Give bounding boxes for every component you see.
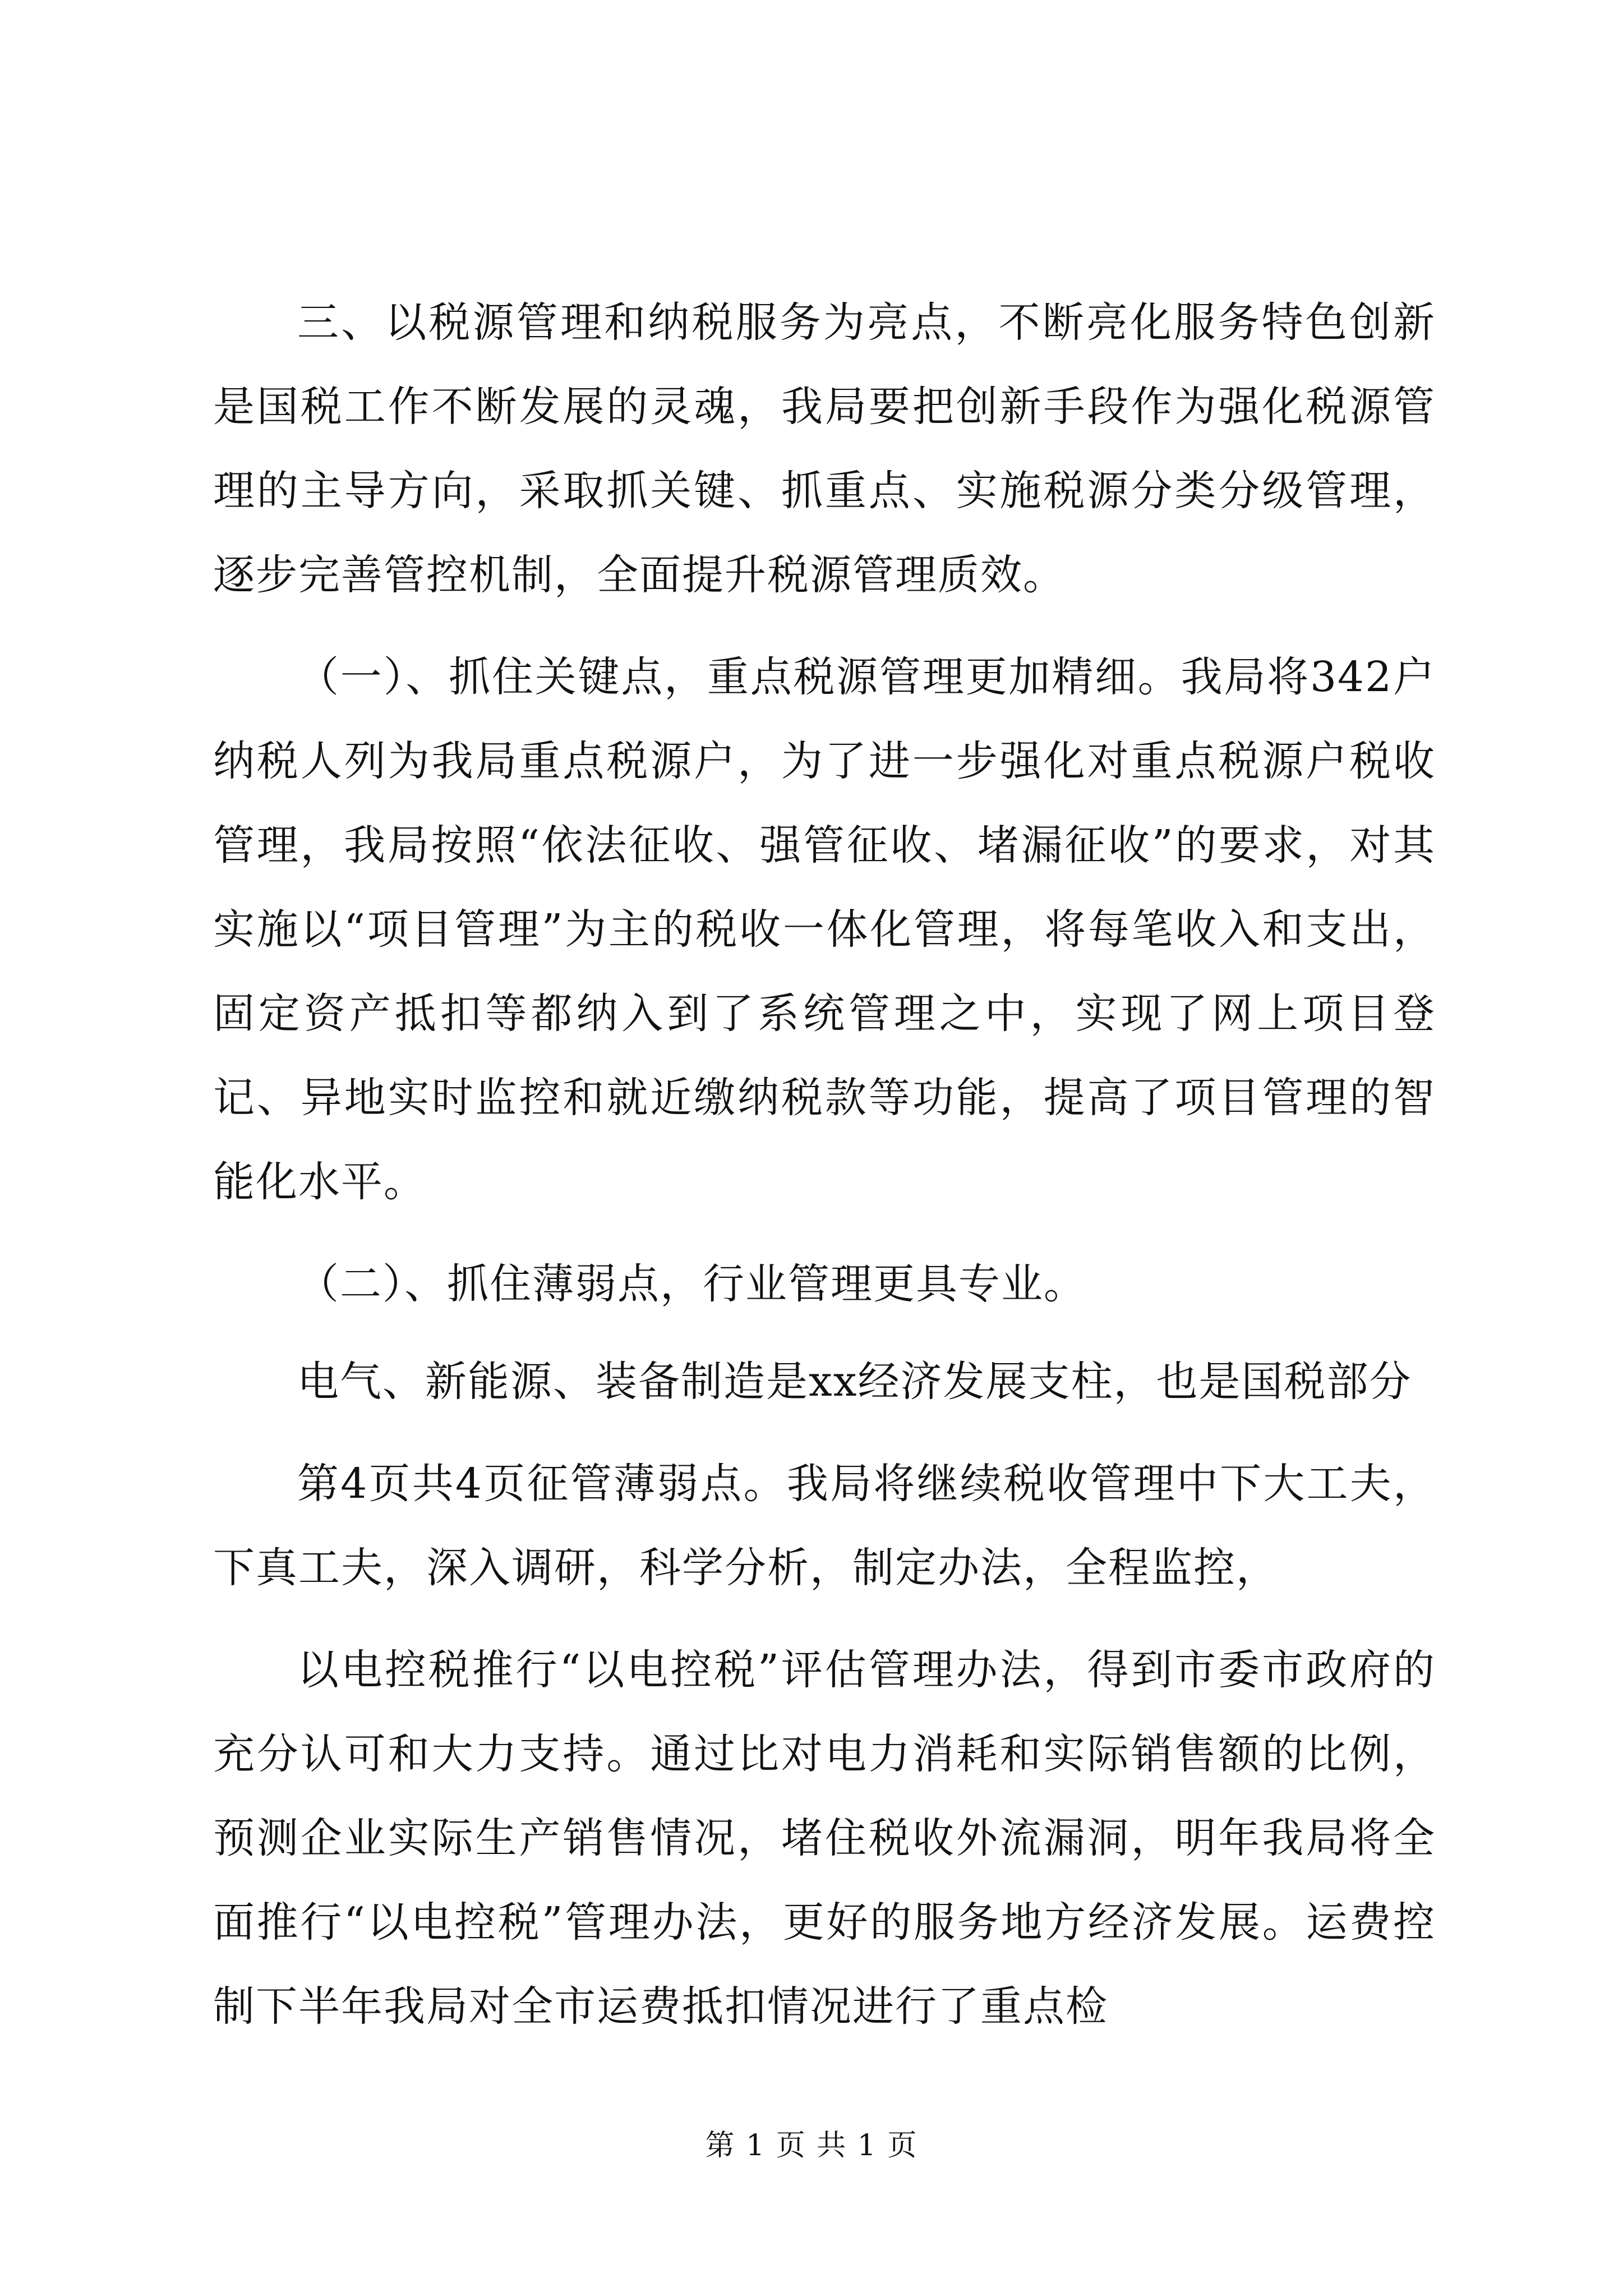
paragraph-4: 电气、新能源、装备制造是xx经济发展支柱，也是国税部分 xyxy=(297,1358,1412,1406)
page-footer: 第 1 页 共 1 页 xyxy=(705,2129,918,2162)
paragraph-3: （二）、抓住薄弱点，行业管理更具专业。 xyxy=(297,1260,1086,1308)
paragraph-6: 以电控税推行“以电控税”评估管理办法，得到市委市政府的充分认可和大力支持。通过比对电力消耗和实际销售额的比例，预测企业实际生产销售情况，堵住税收外流漏洞，明年我局将全面推行“以电控税”管理办法，更好的服务地方经济发展。运费控制下半年我局对全市运费抵扣情况进行了重点检 xyxy=(213,1646,1436,2031)
paragraph-5: 第4页共4页征管薄弱点。我局将继续税收管理中下大工夫，下真工夫，深入调研，科学分析，制定办法，全程监控， xyxy=(213,1460,1436,1592)
paragraph-1: 三、以税源管理和纳税服务为亮点，不断亮化服务特色创新是国税工作不断发展的灵魂，我局要把创新手段作为强化税源管理的主导方向，采取抓关键、抓重点、实施税源分类分级管理，逐步完善管控机制，全面提升税源管理质效。 xyxy=(213,298,1436,599)
document-body xyxy=(213,280,1436,2067)
paragraph-2: （一）、抓住关键点，重点税源管理更加精细。我局将342户纳税人列为我局重点税源户，为了进一步强化对重点税源户税收管理，我局按照“依法征收、强管征收、堵漏征收”的要求，对其实施以“项目管理”为主的税收一体化管理，将每笔收入和支出，固定资产抵扣等都纳入到了系统管理之中，实现了网上项目登记、异地实时监控和就近缴纳税款等功能，提高了项目管理的智能化水平。 xyxy=(213,653,1436,1206)
